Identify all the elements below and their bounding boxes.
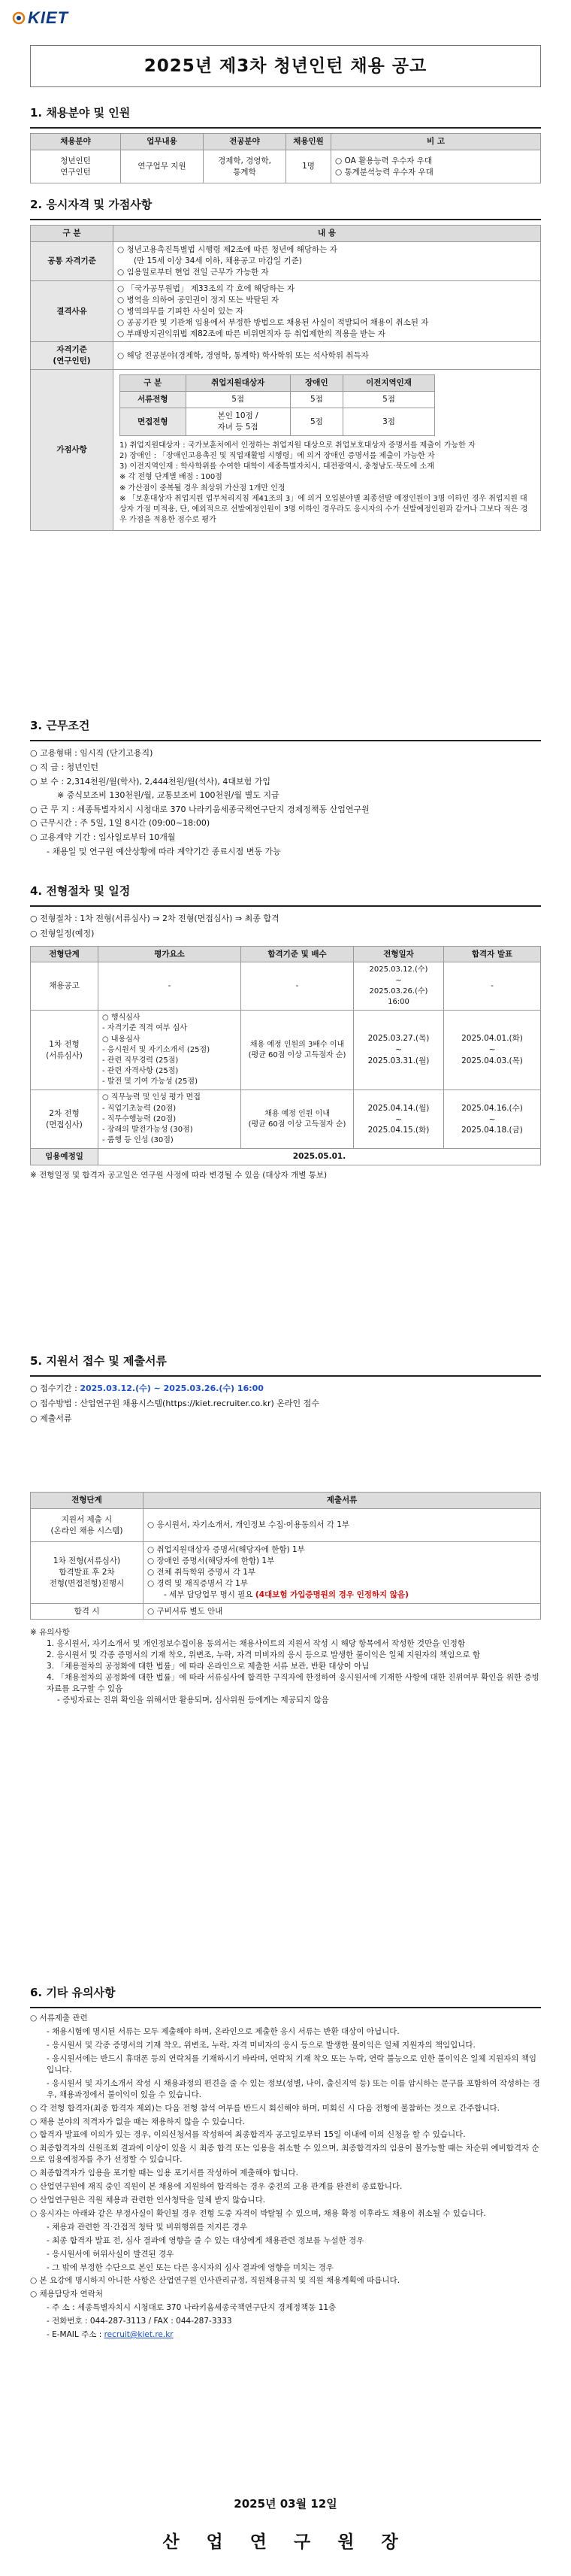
issuer-name: 산 업 연 구 원 장 — [162, 2532, 409, 2552]
conditions-list — [30, 747, 541, 857]
list-item: ○ 고용형태 : 임시직 (단기고용직) — [30, 748, 153, 759]
eval-cell: - — [98, 962, 241, 1011]
docs-cell — [144, 1542, 541, 1604]
list-item: ○ 산업연구원에 재직 중인 직원이 본 채용에 지원하여 합격하는 경우 중전의 고용 관계를 완전히 종료합니다. — [30, 2182, 403, 2192]
col-header: 채용분야 — [31, 134, 121, 150]
application-method: ○ 접수방법 : 산업연구원 채용시스템(https://kiet.recruiter.co.kr) 온라인 접수 — [30, 1398, 319, 1408]
disqualification-list — [113, 280, 541, 342]
list-item: - 응시원서에는 반드시 휴대폰 등의 연락처를 기재하시기 바라며, 연락처 기재 착오 또는 누락, 연락 불능으로 인한 불이익은 일체 지원자의 책임입니다. — [47, 2054, 537, 2074]
note-line: 2) 장애인 : 「장애인고용촉진 및 직업재활법 시행령」에 의거 장애인 증명서를 제출이 가능한 자 — [119, 452, 435, 461]
col-header: 전형단계 — [31, 1493, 144, 1509]
list-item: ○ 응시자는 아래와 같은 부정사실이 확인될 경우 전형 도중 자격이 박탈될 수 있으며, 채용 확정 이후라도 채용이 취소될 수 있습니다. — [30, 2208, 486, 2218]
section-6-heading: 6. 기타 유의사항 — [30, 1986, 116, 1999]
section-application — [30, 1353, 541, 1706]
recruitment-table — [30, 133, 541, 183]
bonus-cell: 5점 — [343, 392, 435, 408]
qualification-text: ○ 해당 전공분야(경제학, 경영학, 통계학) 학사학위 또는 석사학위 취득자 — [113, 342, 541, 370]
insurance-warning: (4대보험 가입증명원의 경우 인정하지 않음) — [255, 1590, 409, 1599]
bonus-cell: 5점 — [290, 408, 343, 436]
common-criteria — [113, 242, 541, 281]
criteria-cell: 채용 예정 인원의 3배수 이내 (평균 60점 이상 고득점자 순) — [241, 1011, 354, 1090]
email-label: - E-MAIL 주소 : — [47, 2330, 104, 2340]
kiet-logo — [12, 6, 68, 29]
col-header: 비 고 — [331, 134, 541, 150]
row-label-common: 공통 자격기준 — [31, 242, 113, 281]
documents-label: ○ 제출서류 — [30, 1413, 72, 1423]
col-header: 이전지역인재 — [343, 375, 435, 392]
text-line: ○ 부패방지권익위법 제82조에 따른 비위면직자 등 취업제한의 적용을 받는 자 — [117, 329, 385, 338]
note-line: 1. 응시원서, 자기소개서 및 개인정보수집이용 동의서는 채용사이트의 지원서 작성 시 해당 항목에서 작성한 것만을 인정함 — [47, 1639, 466, 1649]
list-item: - 응시원서 및 자기소개서 작성 시 채용과정의 편견을 줄 수 있는 정보(성별, 나이, 출신지역 등) 또는 이를 암시하는 문구를 포함하여 작성하는 경우, 채용과정에서 불이익이 있을 수 있습니다. — [47, 2078, 540, 2099]
col-header: 채용인원 — [286, 134, 331, 150]
list-item: - 채용과 관련한 직·간접적 청탁 및 비위행위를 저지른 경우 — [47, 2222, 248, 2232]
col-header: 평가요소 — [98, 946, 241, 962]
section-2-heading: 2. 응시자격 및 가점사항 — [30, 198, 153, 211]
bonus-row-label: 면접전형 — [120, 408, 186, 436]
schedule-note: ※ 전형일정 및 합격자 공고일은 연구원 사정에 따라 변경될 수 있음 (대상자 개별 통보) — [30, 1171, 328, 1180]
doc-detail: - 세부 담당업무 명시 필요 — [164, 1590, 255, 1599]
row-label-bonus: 가점사항 — [31, 370, 113, 531]
bonus-content — [113, 370, 541, 531]
text-line: ○ 「국가공무원법」 제33조의 각 호에 해당하는 자 — [117, 283, 295, 293]
bonus-notes — [119, 441, 534, 526]
section-selection-process — [30, 883, 541, 1181]
col-header: 합격자 발표 — [444, 946, 541, 962]
text-line: ○ 임용일로부터 현업 전일 근무가 가능한 자 — [117, 268, 269, 277]
list-item: - 주 소 : 세종특별자치시 시청대로 370 나라키움세종국책연구단지 경제정책동 11층 — [47, 2303, 337, 2313]
criteria-cell: - — [241, 962, 354, 1011]
docs-cell: ○ 응시원서, 자기소개서, 개인정보 수집·이용동의서 각 1부 — [144, 1509, 541, 1542]
application-period — [30, 1383, 541, 1395]
section-working-conditions — [30, 718, 541, 859]
note-line: ※ 가산점이 중복될 경우 최상위 가산점 1개만 인정 — [119, 483, 286, 492]
col-header: 구 분 — [31, 226, 113, 242]
email-link[interactable]: recruit@kiet.re.kr — [104, 2330, 174, 2340]
list-item: - 채용일 및 연구원 예산상황에 따라 계약기간 종료시점 변동 가능 — [47, 846, 281, 856]
announce-cell: 2025.04.16.(수) ~ 2025.04.18.(금) — [444, 1090, 541, 1149]
process-flow: ○ 전형절차 : 1차 전형(서류심사) ⇒ 2차 전형(면접심사) ⇒ 최종 합격 — [30, 914, 279, 924]
row-label-disqualification: 결격사유 — [31, 280, 113, 342]
stage-cell: 지원서 제출 시 (온라인 채용 시스템) — [31, 1509, 144, 1542]
section-3-heading: 3. 근무조건 — [30, 719, 90, 732]
stage-cell: 1차 전형(서류심사) 합격발표 후 2차 전형(면접전형)진행시 — [31, 1542, 144, 1604]
list-item: ○ 본 요강에 명시하지 아니한 사항은 산업연구원 인사관리규정, 직원채용규칙 및 직원 채용계획에 따릅니다. — [30, 2276, 400, 2286]
eval-cell: ○ 행식심사 - 자격기준 적격 여부 심사 ○ 내용심사 - 응시원서 및 자기소개서 (25점) - 관련 직무경력 (25점) - 관련 자격사항 (25점) - 발전 및 기여 가능성 (25점) — [98, 1011, 241, 1090]
section-5-heading: 5. 지원서 접수 및 제출서류 — [30, 1354, 167, 1368]
announcement-date: 2025년 03월 12일 — [234, 2497, 337, 2511]
note-line: ※ 「보훈대상자 취업지원 업무처리지침 제41조의 3」에 의거 오입분야별 최종선발 예정인원이 3명 이하인 경우 취업지원 대상자 가점 미적용, 단, 예외적으로 선발예정인원이 3명 이하인 경우라도 응시자의 수가 선발예정인원과 같거나 그보다 적은 경우 가점을 적용한 점수로 평가 — [119, 494, 528, 525]
col-header: 전공분야 — [204, 134, 286, 150]
list-item: ○ 최종합격자가 임용을 포기할 때는 임용 포기서를 작성하여 제출해야 합니다. — [30, 2168, 298, 2178]
col-header: 내 용 — [113, 226, 541, 242]
doc-line — [147, 1590, 536, 1601]
note-line: ○ 통계분석능력 우수자 우대 — [335, 167, 434, 177]
list-item: - 채용시험에 명시된 서류는 모두 제출해야 하며, 온라인으로 제출한 응시 서류는 반환 대상이 아닙니다. — [47, 2027, 400, 2037]
list-item: - 응시원서에 허위사실이 발견된 경우 — [47, 2249, 174, 2259]
text-line: ○ 청년고용촉진특별법 시행령 제2조에 따른 청년에 해당하는 자 — [117, 245, 337, 255]
period-value: 2025.03.12.(수) ~ 2025.03.26.(수) 16:00 — [80, 1383, 264, 1394]
note-line: ○ OA 활용능력 우수자 우대 — [335, 156, 433, 165]
stage-cell: 2차 전형 (면접심사) — [31, 1090, 98, 1149]
col-header: 장애인 — [290, 375, 343, 392]
note-line: 2. 응시원서 및 각종 증명서의 기재 착오, 위변조, 누락, 자격 미비자의 응시 등으로 발생한 불이익은 일체 지원자의 책임으로 함 — [47, 1650, 481, 1660]
col-header: 구 분 — [120, 375, 186, 392]
list-item: ○ 근무시간 : 주 5일, 1일 8시간 (09:00~18:00) — [30, 818, 210, 829]
logo-text: KIET — [28, 8, 69, 27]
row-label-qualification: 자격기준 (연구인턴) — [31, 342, 113, 370]
stage-cell: 채용공고 — [31, 962, 98, 1011]
documents-table — [30, 1492, 541, 1620]
note-line: 3. 「채용절차의 공정화에 대한 법률」에 따라 온라인으로 제출한 서류 보관, 반환 대상이 아님 — [47, 1662, 370, 1671]
col-header: 전형일자 — [354, 946, 444, 962]
list-item: ○ 직 급 : 청년인턴 — [30, 762, 99, 772]
col-header: 합격기준 및 배수 — [241, 946, 354, 962]
cell-major: 경제학, 경영학, 통계학 — [204, 150, 286, 183]
cell-count: 1명 — [286, 150, 331, 183]
list-item: - 응시원서 및 각종 증명서의 기재 착오, 위변조, 누락, 자격 미비자의 응시 등으로 발생한 불이익은 일체 지원자의 책임입니다. — [47, 2041, 476, 2050]
text-line: ○ 병역을 의하여 공민권이 정지 또는 박탈된 자 — [117, 295, 279, 305]
page-title: 2025년 제3차 청년인턴 채용 공고 — [30, 45, 541, 87]
announce-cell: - — [444, 962, 541, 1011]
docs-cell: ○ 구비서류 별도 안내 — [144, 1603, 541, 1620]
list-item: - 전화번호 : 044-287-3113 / FAX : 044-287-3333 — [47, 2317, 232, 2326]
doc-line: ○ 취업지원대상자 증명서(해당자에 한함) 1부 — [147, 1545, 305, 1555]
bonus-cell: 본인 10점 / 자녀 등 5점 — [186, 408, 290, 436]
list-item: ○ 서류제출 관련 — [30, 2014, 88, 2023]
eval-cell: ○ 직무능력 및 인성 평가 면접 - 직업기초능력 (20점) - 직무수행능력 (20점) - 장래의 발전가능성 (30점) - 품행 등 인성 (30점) — [98, 1090, 241, 1149]
contact-email — [30, 2329, 541, 2341]
list-item: ○ 근 무 지 : 세종특별자치시 시청대로 370 나라키움세종국책연구단지 경제정책동 산업연구원 — [30, 804, 370, 814]
list-item: ○ 채용 분야의 적격자가 없을 때는 채용하지 않을 수 있습니다. — [30, 2117, 245, 2126]
criteria-cell: 채용 예정 인원 이내 (평균 60점 이상 고득점자 순) — [241, 1090, 354, 1149]
list-item: ○ 최종합격자의 신원조회 결과에 이상이 있을 시 최종 합격 또는 임용을 취소할 수 있으며, 최종합격자의 임용이 불가능할 때는 차순위 예비합격자 순으로 임용예정자를 추가 선정할 수 있습니다. — [30, 2144, 539, 2165]
note-line: 1) 취업지원대상자 : 국가보훈처에서 인정하는 취업지원 대상으로 취업보호대상자 증명서를 제출이 가능한 자 — [119, 441, 476, 450]
schedule-label: ○ 전형일정(예정) — [30, 928, 95, 938]
list-item: ※ 중식보조비 130천원/월, 교통보조비 100천원/월 별도 지급 — [57, 790, 279, 801]
text-line: ○ 공공기관 및 기관채 임용에서 부정한 방법으로 채용된 사실이 적발되어 채용이 취소된 자 — [117, 317, 429, 327]
list-item: ○ 산업연구원은 직원 채용과 관련한 인사청탁을 일체 받지 않습니다. — [30, 2195, 266, 2205]
col-header: 제출서류 — [144, 1493, 541, 1509]
cell-field: 청년인턴 연구인턴 — [31, 150, 121, 183]
text-line: ○ 병역의무를 기피한 사실이 있는 자 — [117, 306, 243, 316]
section-1-heading: 1. 채용분야 및 인원 — [30, 106, 131, 120]
list-item: - 그 밖에 부정한 수단으로 본인 또는 다른 응시자의 심사 결과에 영향을 미치는 경우 — [47, 2262, 334, 2272]
stage-cell: 임용예정일 — [31, 1149, 98, 1165]
note-line: 3) 이전지역인재 : 학사학위를 수여한 대학이 세종특별자치시, 대전광역시, 충청남도·북도에 소재 — [119, 462, 434, 471]
caution-notes — [30, 1627, 541, 1705]
date-cell: 2025.03.12.(수) ~ 2025.03.26.(수) 16:00 — [354, 962, 444, 1011]
list-item: - 최종 합격자 발표 전, 심사 결과에 영향을 줄 수 있는 대상에게 채용관련 정보를 누설한 경우 — [47, 2235, 364, 2245]
section-other-notes — [30, 1985, 541, 2343]
stage-cell: 1차 전형 (서류심사) — [31, 1011, 98, 1090]
note-line: ※ 각 전형 단계별 배점 : 100점 — [119, 473, 222, 482]
section-4-heading: 4. 전형절차 및 일정 — [30, 884, 131, 898]
bonus-table — [119, 374, 435, 436]
logo-mark-icon — [12, 11, 26, 25]
doc-line: ○ 전체 취득학위 증명서 각 1부 — [147, 1567, 256, 1577]
doc-line: ○ 경력 및 재직증명서 각 1부 — [147, 1578, 248, 1588]
list-item: ○ 고용계약 기간 : 입사일로부터 10개월 — [30, 832, 176, 842]
bonus-cell: 3점 — [343, 408, 435, 436]
date-cell: 2025.04.14.(월) ~ 2025.04.15.(화) — [354, 1090, 444, 1149]
bonus-row-label: 서류전형 — [120, 392, 186, 408]
cell-work: 연구업무 지원 — [121, 150, 204, 183]
note-line: ※ 유의사항 — [30, 1628, 70, 1638]
list-item: ○ 보 수 : 2,314천원/월(학사), 2,444천원/월(석사), 4대보험 가입 — [30, 776, 270, 786]
period-label: ○ 접수기간 : — [30, 1383, 80, 1394]
col-header: 업무내용 — [121, 134, 204, 150]
col-header: 취업지원대상자 — [186, 375, 290, 392]
stage-cell: 합격 시 — [31, 1603, 144, 1620]
list-item: ○ 각 전형 합격자(최종 합격자 제외)는 다음 전형 참석 여부를 반드시 회신해야 하며, 미회신 시 다음 전형에 불참하는 것으로 간주합니다. — [30, 2103, 500, 2113]
list-item: ○ 합격자 발표에 이의가 있는 경우, 이의신청서를 작성하여 최종합격자 공고일로부터 15일 이내에 이의 신청을 할 수 있습니다. — [30, 2130, 466, 2140]
other-notes-list — [30, 2013, 541, 2341]
announce-cell: 2025.04.01.(화) ~ 2025.04.03.(목) — [444, 1011, 541, 1090]
list-item: ○ 채용담당자 연락처 — [30, 2290, 103, 2299]
section-qualifications — [30, 197, 541, 531]
bonus-cell: 5점 — [186, 392, 290, 408]
note-line: 4. 「채용절차의 공정화에 대한 법률」에 따라 서류심사에 합격한 구직자에 한정하여 응시원서에 기재한 사항에 대한 진위여부 확인을 위한 증빙자료를 요구할 수 있음 — [47, 1673, 539, 1693]
text-line: (만 15세 이상 34세 이하, 채용공고 마감일 기준) — [134, 256, 302, 266]
doc-line: ○ 장애인 증명서(해당자에 한함) 1부 — [147, 1556, 275, 1565]
appointment-date: 2025.05.01. — [98, 1149, 541, 1165]
cell-note — [331, 150, 541, 183]
bonus-cell: 5점 — [290, 392, 343, 408]
section-recruitment-field — [30, 105, 541, 183]
date-cell: 2025.03.27.(목) ~ 2025.03.31.(월) — [354, 1011, 444, 1090]
note-line: - 증빙자료는 진위 확인을 위해서만 활용되며, 심사위원 등에게는 제공되지 않음 — [57, 1695, 329, 1705]
qualification-table — [30, 225, 541, 531]
col-header: 전형단계 — [31, 946, 98, 962]
schedule-table — [30, 946, 541, 1166]
